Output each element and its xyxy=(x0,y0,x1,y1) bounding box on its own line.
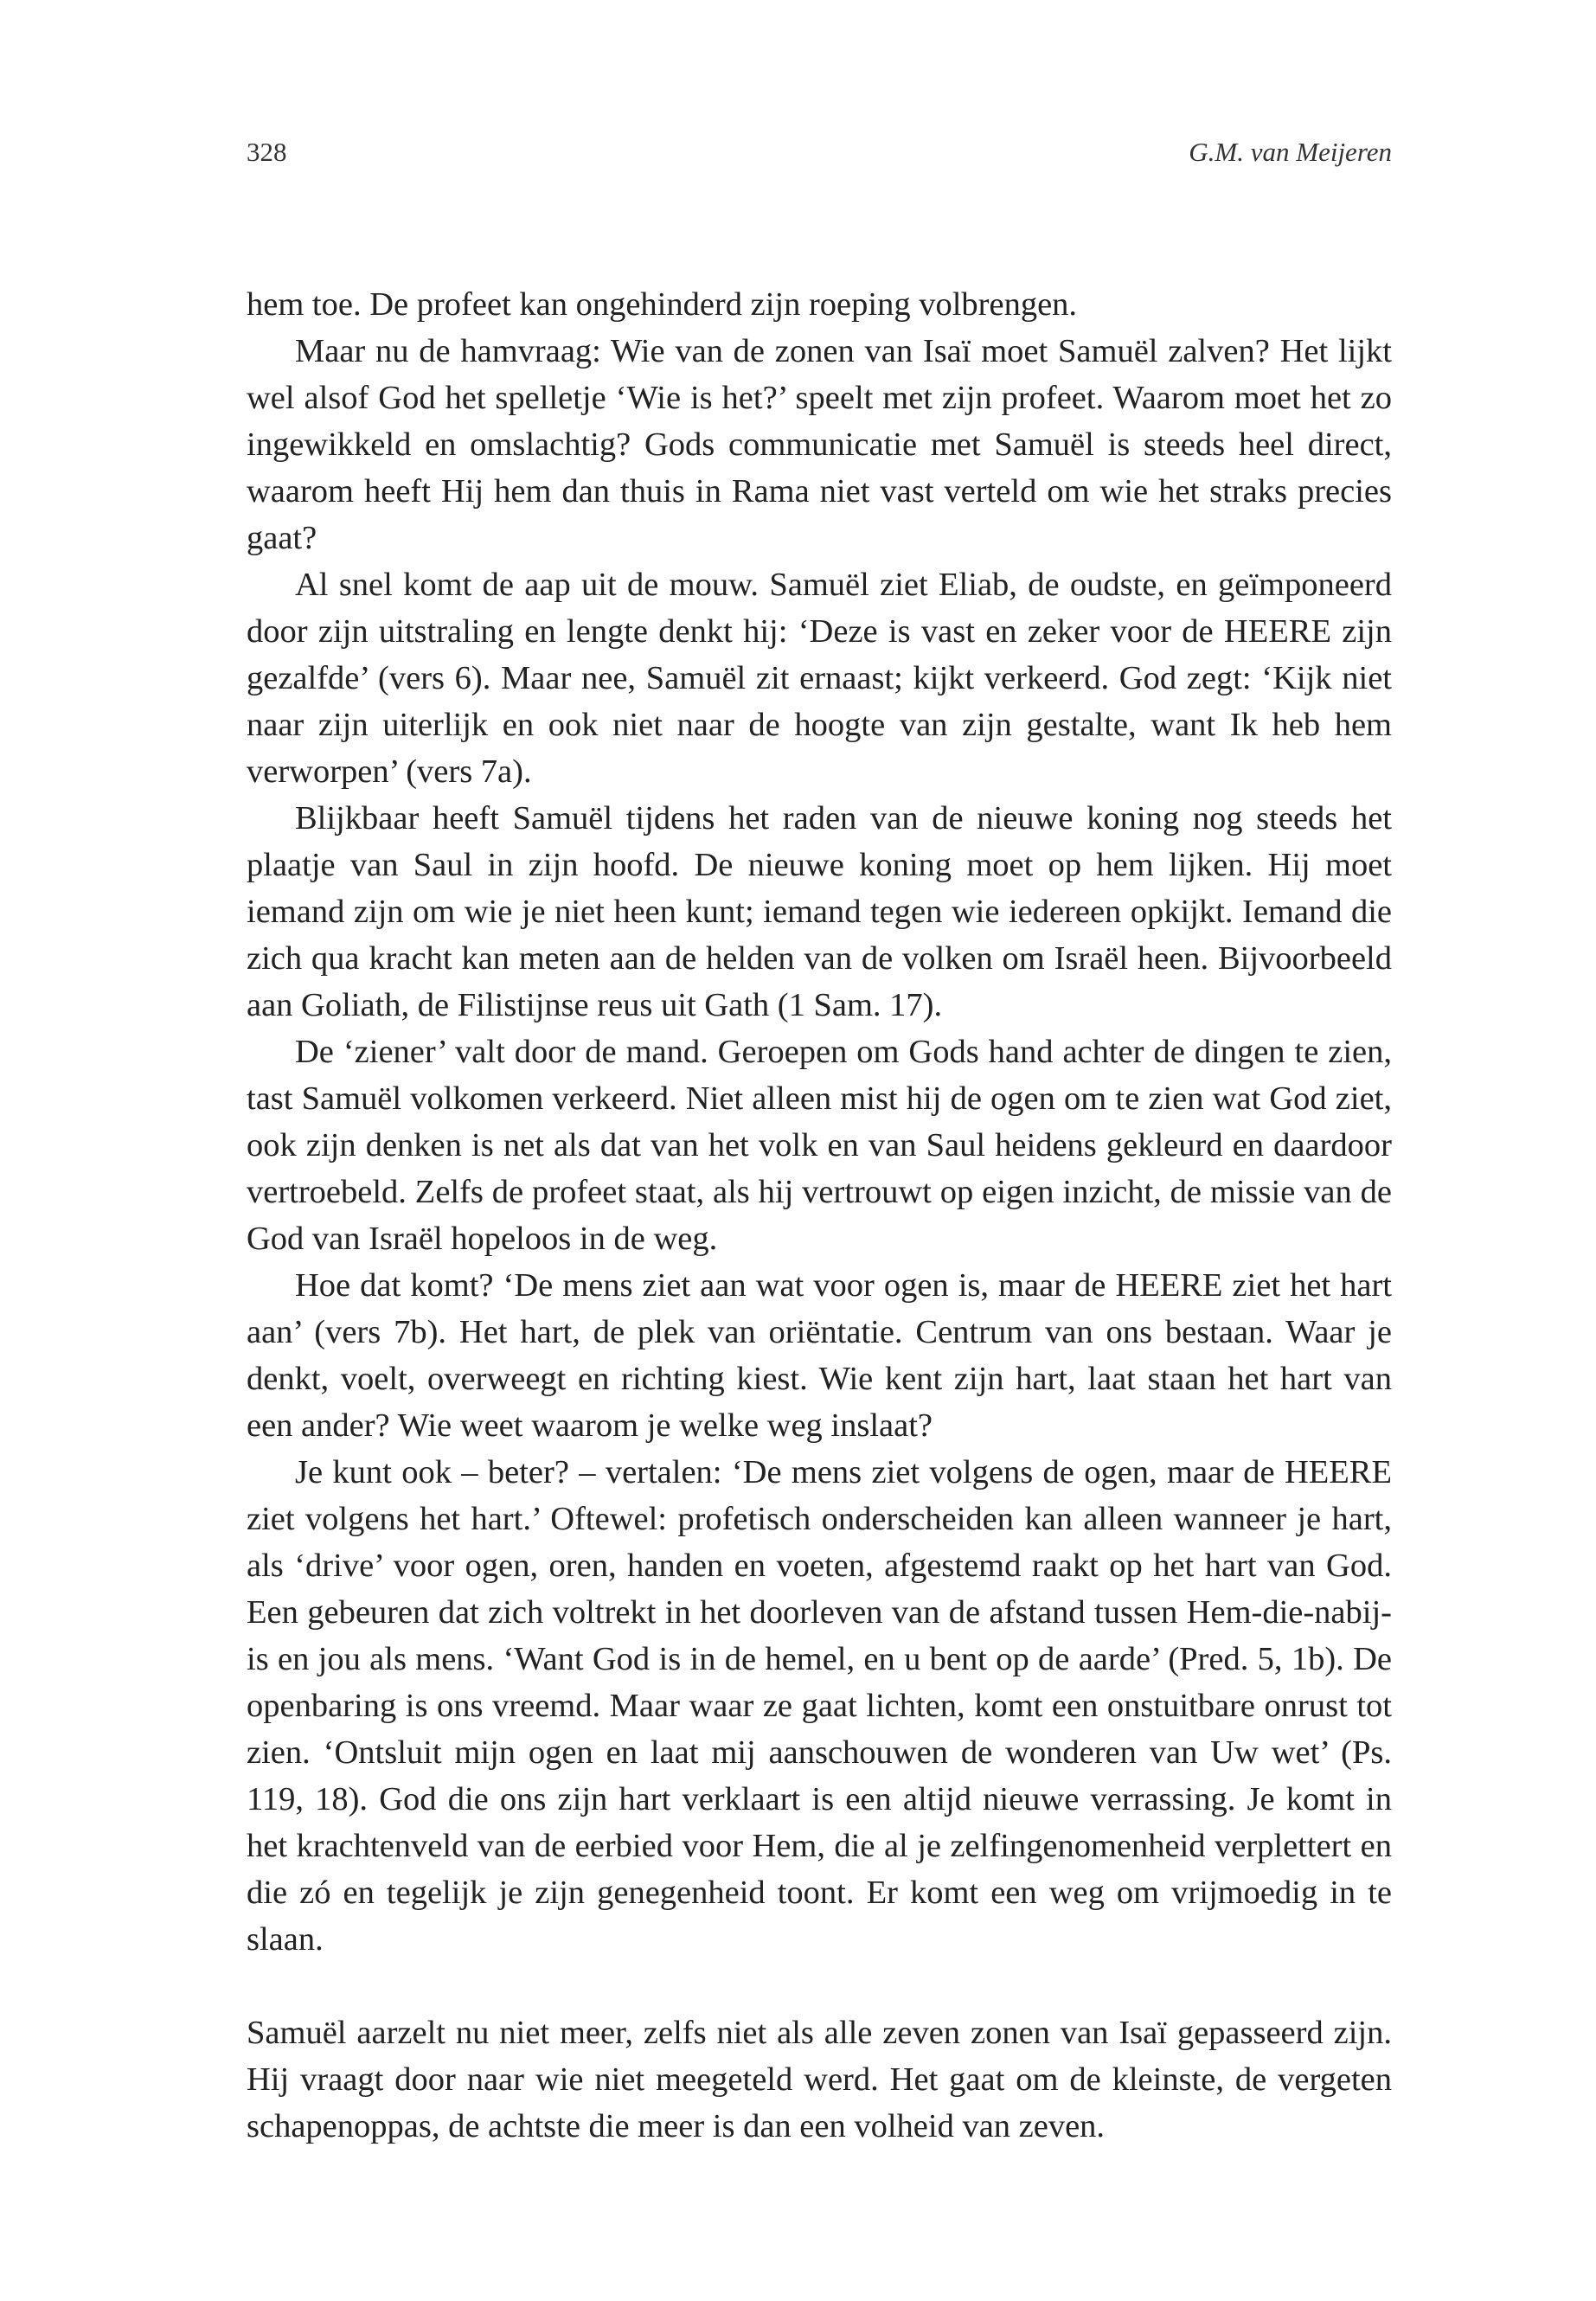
paragraph-1: hem toe. De profeet kan ongehinderd zijn roeping volbrengen. xyxy=(247,286,1078,323)
paragraph-5: De ‘ziener’ valt door de mand. Geroepen om Gods hand achter de dingen te zien, tast Samuël volkomen verkeerd. Niet alleen mist hij de ogen om te zien wat God ziet, ook zijn denken is net als dat van het volk en van Saul heidens gekleurd en daardoor vertroebeld. Zelfs de profeet staat, als hij vertrouwt op eigen inzicht, de missie van de God van Israël hopeloos in de weg. xyxy=(247,1034,1392,1257)
paragraph-4: Blijkbaar heeft Samuël tijdens het raden van de nieuwe koning nog steeds het plaatje van Saul in zijn hoofd. De nieuwe koning moet op hem lijken. Hij moet iemand zijn om wie je niet heen kunt; iemand tegen wie iedereen opkijkt. Iemand die zich qua kracht kan meten aan de helden van de volken om Israël heen. Bijvoorbeeld aan Goliath, de Filistijnse reus uit Gath (1 Sam. 17). xyxy=(247,800,1392,1023)
running-header-author: G.M. van Meijeren xyxy=(1189,137,1392,167)
paragraph-2: Maar nu de hamvraag: Wie van de zonen van Isaï moet Samuël zalven? Het lijkt wel alsof God het spelletje ‘Wie is het?’ speelt met zijn profeet. Waarom moet het zo ingewikkeld en omslachtig? Gods communicatie met Samuël is steeds heel direct, waarom heeft Hij hem dan thuis in Rama niet vast verteld om wie het straks precies gaat? xyxy=(247,333,1392,556)
page-number: 328 xyxy=(247,137,287,167)
paragraph-8: Samuël aarzelt nu niet meer, zelfs niet als alle zeven zonen van Isaï gepasseerd zijn. Hij vraagt door naar wie niet meegeteld werd. Het gaat om de kleinste, de vergeten schapenoppas, de achtste die meer is dan een volheid van zeven. xyxy=(247,2015,1392,2144)
paragraph-6: Hoe dat komt? ‘De mens ziet aan wat voor ogen is, maar de HEERE ziet het hart aan’ (vers 7b). Het hart, de plek van oriëntatie. Centrum van ons bestaan. Waar je denkt, voelt, overweegt en richting kiest. Wie kent zijn hart, laat staan het hart van een ander? Wie weet waarom je welke weg inslaat? xyxy=(247,1267,1392,1444)
paragraph-3: Al snel komt de aap uit de mouw. Samuël ziet Eliab, de oudste, en geïmponeerd door zijn uitstraling en lengte denkt hij: ‘Deze is vast en zeker voor de HEERE zijn gezalfde’ (vers 6). Maar nee, Samuël zit ernaast; kijkt verkeerd. God zegt: ‘Kijk niet naar zijn uiterlijk en ook niet naar de hoogte van zijn gestalte, want Ik heb hem verworpen’ (vers 7a). xyxy=(247,567,1392,790)
body-text xyxy=(247,281,1392,2150)
paragraph-7: Je kunt ook – beter? – vertalen: ‘De mens ziet volgens de ogen, maar de HEERE ziet volgens het hart.’ Oftewel: profetisch onderscheiden kan alleen wanneer je hart, als ‘drive’ voor ogen, oren, handen en voeten, afgestemd raakt op het hart van God. Een gebeuren dat zich voltrekt in het doorleven van de afstand tussen Hem-die-nabij-is en jou als mens. ‘Want God is in de hemel, en u bent op de aarde’ (Pred. 5, 1b). De openbaring is ons vreemd. Maar waar ze gaat lichten, komt een onstuitbare onrust tot zien. ‘Ontsluit mijn ogen en laat mij aanschouwen de wonderen van Uw wet’ (Ps. 119, 18). God die ons zijn hart verklaart is een altijd nieuwe verrassing. Je komt in het krachtenveld van de eerbied voor Hem, die al je zelfingenomenheid verplettert en die zó en tegelijk je zijn genegenheid toont. Er komt een weg om vrijmoedig in te slaan. xyxy=(247,1454,1392,1958)
page-header xyxy=(247,137,1392,180)
